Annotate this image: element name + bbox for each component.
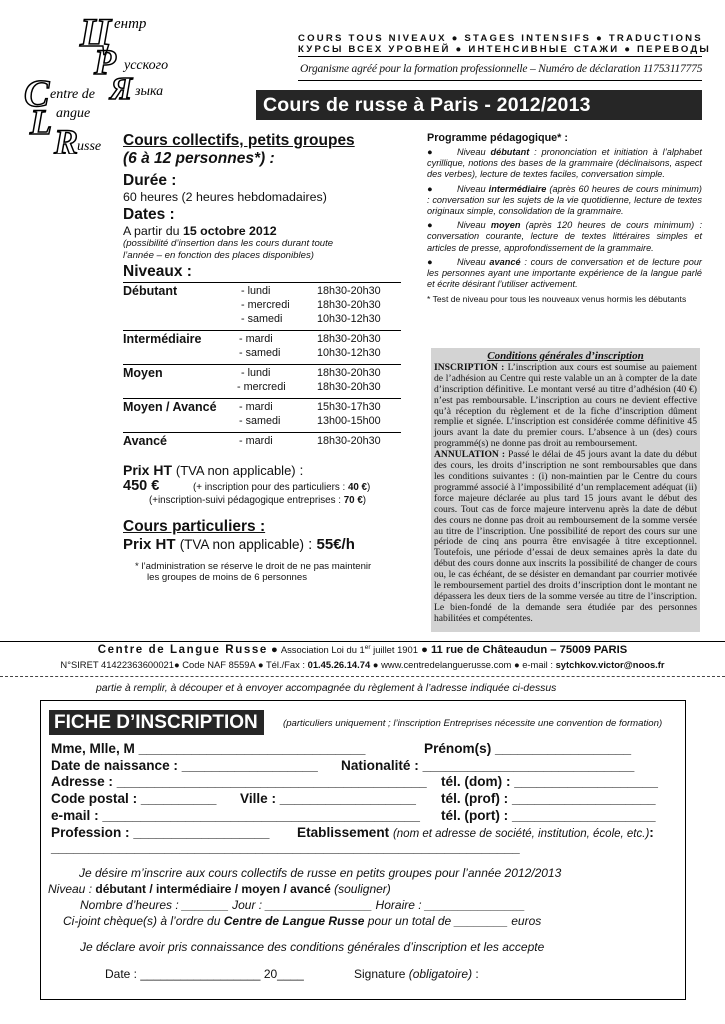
schedule-day: - mardi (239, 401, 273, 413)
form-date-field[interactable]: Date : __________________ 20____ (105, 967, 304, 981)
assoc-pre: Association Loi du 1 (280, 644, 365, 656)
logo-lat-letter-2: L (30, 102, 52, 142)
divider (123, 364, 401, 365)
footer-siret: N°SIRET 41422363600021 (60, 659, 174, 670)
logo-cyr-letter-3: Я (110, 70, 133, 106)
agreement-number: Organisme agréé pour la formation professionnelle – Numéro de déclaration 11753117775 (300, 63, 703, 75)
cheque-post: pour un total de ________ euros (364, 914, 542, 928)
institution-colon: : (649, 825, 654, 840)
private-price-line: Prix HT (TVA non applicable) : 55€/h (123, 536, 355, 553)
program-item-pre: Niveau (457, 256, 490, 267)
form-title: FICHE D’INSCRIPTION (49, 710, 264, 735)
header-rule-2 (298, 80, 702, 81)
level-name: Intermédiaire (123, 332, 202, 346)
schedule-row (123, 299, 401, 313)
field-address[interactable]: Adresse : _________________________________________ (51, 774, 427, 789)
duration-value: 60 heures (2 heures hebdomadaires) (123, 190, 327, 204)
price-note-1-value: 40 € (347, 482, 368, 493)
conditions-box (431, 348, 700, 632)
level-name: Moyen / Avancé (123, 400, 217, 414)
institution-hint: (nom et adresse de société, institution, école, etc.) (392, 828, 650, 840)
program-item (427, 147, 702, 181)
institution-label: Etablissement (297, 825, 390, 840)
cut-instruction: partie à remplir, à découper et à envoyer accompagnée du règlement à l’adresse indiquée ci-dessus (96, 683, 557, 694)
field-email[interactable]: e-mail : __________________________________________ (51, 808, 420, 823)
schedule-row (123, 367, 401, 381)
schedule-day: - samedi (241, 313, 283, 325)
conditions-inscription (434, 363, 697, 450)
footer-org: Centre de Langue Russe (97, 644, 268, 657)
schedule-day: - lundi (241, 367, 271, 379)
schedule-time: 18h30-20h30 (317, 285, 381, 297)
divider (123, 398, 401, 399)
price-note-2-text: (+inscription-suivi pédagogique entreprises : (149, 495, 341, 506)
field-profession[interactable]: Profession : __________________ (51, 825, 270, 840)
assoc-sup: er (364, 644, 371, 651)
level-name: Avancé (123, 434, 168, 448)
price-value: 450 € (123, 478, 160, 494)
program-item-level: moyen (490, 220, 521, 231)
signature-colon: : (472, 967, 479, 981)
field-tel-mobile[interactable]: tél. (port) : ___________________ (441, 808, 656, 823)
footer-address: 11 rue de Châteaudun – 75009 PARIS (430, 644, 628, 657)
schedule-day: - mercredi (241, 299, 290, 311)
schedule-day: - lundi (241, 285, 271, 297)
program-item-text: (après 60 heures de cours minimum) : conversation sur les sujets de la vie quotidienne, lecture de textes originaux simple, consolidation de la grammaire. (427, 183, 702, 217)
form-paragraph-1: Je désire m’inscrire aux cours collectifs de russe en petits groupes pour l’année 2012/2013 (79, 866, 562, 880)
footer-website[interactable]: www.centredelanguerusse.com (381, 659, 512, 670)
field-postcode[interactable]: Code postal : __________ (51, 791, 217, 806)
field-birthdate[interactable]: Date de naissance : __________________ (51, 758, 318, 773)
program-item (427, 220, 702, 254)
field-firstname[interactable]: Prénom(s) __________________ (424, 741, 632, 756)
schedule-row (123, 401, 401, 415)
bullet-icon: ● (427, 220, 433, 231)
inscription-text: L’inscription aux cours est soumise au paiement de l’adhésion au Centre qui reste valable un an à compter de la date d’inscription définitive. Le montant versé au titre d’adhésion (40 €) n’est pas remboursable. L’inscription au cours ne devient effective qu’à réception du règlement et de la fiche d’inscription dûment remplie et signée. L’inscription est considérée comme définitive 45 jours avant la date du premier cours. L’absence à un (des) cours programmé(s) ne donne pas droit au remboursement. (434, 361, 697, 450)
schedule-time: 15h30-17h30 (317, 401, 381, 413)
field-city[interactable]: Ville : __________________ (240, 791, 416, 806)
program-section (427, 132, 702, 304)
footer-line-2: N°SIRET 41422363600021● Code NAF 8559A ● Tél./Fax : 01.45.26.14.74 ● www.centredelanguerusse.com ● e-mail : sytchkov.victor@noos.fr (60, 659, 665, 670)
courses-section (123, 132, 401, 583)
logo-lat-letter-1: C (24, 73, 50, 115)
schedule-time: 13h00-15h00 (317, 415, 381, 427)
price-label: Prix HT (123, 462, 173, 478)
dates-note-2: l’année – en fonction des places disponibles) (123, 250, 314, 261)
level-note: (souligner) (334, 882, 391, 896)
logo-lat-word-2: angue (56, 106, 91, 121)
form-hours-line[interactable]: Nombre d’heures : _______ Jour : ________________ Horaire : _______________ (80, 898, 526, 912)
program-footnote: * Test de niveau pour tous les nouveaux venus hormis les débutants (427, 294, 687, 305)
header-rule (298, 56, 702, 57)
dates-line (123, 224, 401, 238)
program-item-text: (après 120 heures de cours minimum) : conversation courante, lecture de textes littéraires simples et articles de presse, approfondissement de la grammaire. (427, 220, 703, 253)
program-item-pre: Niveau (457, 183, 489, 194)
schedule-time: 18h30-20h30 (317, 333, 381, 345)
level-choices[interactable]: débutant / intermédiaire / moyen / avancé (92, 882, 335, 896)
program-list (427, 147, 702, 290)
price-colon: : (299, 462, 304, 478)
field-tel-work[interactable]: tél. (prof) : ___________________ (441, 791, 656, 806)
schedule-row (123, 313, 401, 327)
logo-cyr-letter-1: Ц (80, 10, 112, 55)
field-nationality[interactable]: Nationalité : ____________________________ (341, 758, 635, 773)
program-item-level: débutant (490, 147, 530, 157)
price-note-2-value: 70 € (343, 495, 363, 506)
conditions-title: Conditions générales d’inscription (487, 350, 644, 362)
divider (123, 330, 401, 331)
footer-tel: 01.45.26.14.74 (307, 659, 371, 670)
program-item-text: : prononciation et initiation à l’alphabet cyrillique, notions des bases de la grammaire (déclinaisons, aspect des verbes), lecture de textes faciles, conversation simple. (427, 147, 702, 180)
footer-email[interactable]: sytchkov.victor@noos.fr (555, 659, 665, 670)
level-name: Débutant (123, 284, 178, 298)
admin-note-2: les groupes de moins de 6 personnes (147, 572, 307, 583)
divider (123, 432, 401, 433)
levels-label: Niveaux : (123, 263, 192, 280)
bullet-icon: ● (427, 147, 433, 157)
conditions-annulation (434, 450, 697, 625)
schedule-time: 10h30-12h30 (317, 347, 381, 359)
annulation-text: Passé le délai de 45 jours avant la date du début des cours, les droits d’inscription ne sont remboursables que dans les conditions suivantes : (i) non-maintien par le Centre du cours programmé associé à l’impossibilité d’un remplacement adéquat (ii) force majeure déclarée au plus tard 15 jours avant le début des cours. Tout cas de force majeure intervenu après la date de début des cours ne donne pas droit au remboursement de la somme versée au titre de l’inscription. Une possibilité de report des cours sur une période de cinq ans pourra être envisagée à titre exceptionnel. Toutefois, une période d’essai de deux semaines après la date du début des cours donne aux inscrits la possibilité de changer de cours ou, le cas échéant, de se désister en demandant par courrier motivée le remboursement partiel des droits d’inscription dont le montant ne dépassera les deux tiers de la somme versée au titre de l’inscription. Le bien-fondé de la demande sera étudiée par des personnes habilitées et compétentes. (434, 449, 697, 624)
annulation-label: ANNULATION : (434, 449, 506, 461)
schedule-day: - samedi (239, 415, 281, 427)
field-institution[interactable] (297, 825, 654, 840)
schedule-day: - samedi (239, 347, 281, 359)
cheque-pre: Ci-joint chèque(s) à l’ordre du (63, 914, 224, 928)
price-row (123, 478, 401, 495)
logo-cyr-letter-2: Р (94, 42, 116, 82)
dates-note-1: (possibilité d’insertion dans les cours durant toute (123, 238, 334, 249)
private-tva: (TVA non applicable) (179, 537, 305, 552)
program-item-level: avancé (489, 256, 521, 267)
tagline-french: COURS TOUS NIVEAUX ● STAGES INTENSIFS ● TRADUCTIONS (298, 33, 703, 44)
program-item-text: : cours de conversation et de lecture pour les personnes ayant une importante expérience de la langue parlé et écrite désirant l’utiliser activement. (427, 256, 702, 290)
footer-naf: Code NAF 8559A (182, 659, 256, 670)
footer-line-1: Centre de Langue Russe ● Association Loi du 1er juillet 1901 ● 11 rue de Châteaudun – 75009 PARIS (97, 644, 628, 657)
footer-email-label: e-mail : (522, 659, 553, 670)
logo-lat-word-1: entre de (50, 87, 95, 102)
logo-cyr-word-2: усского (124, 58, 169, 73)
price-note-1-text: (+ inscription pour des particuliers : (193, 482, 346, 493)
form-level-line (48, 882, 391, 896)
schedule-time: 18h30-20h30 (317, 367, 381, 379)
price-line (123, 462, 401, 478)
cheque-payee: Centre de Langue Russe (223, 914, 365, 928)
footer-tel-label: Tél./Fax : (265, 659, 306, 670)
schedule-row (123, 435, 401, 449)
signature-label: Signature (354, 967, 409, 981)
dates-prefix: A partir du (123, 224, 180, 238)
group-size: (6 à 12 personnes*) : (123, 150, 275, 167)
field-extra-line[interactable]: ______________________________________________________________ (51, 840, 520, 855)
schedule-row (123, 285, 401, 299)
dates-value: 15 octobre 2012 (182, 224, 277, 238)
schedule-time: 10h30-12h30 (317, 313, 381, 325)
logo-cyr-word-1: ентр (114, 16, 147, 32)
schedule-day: - mardi (239, 435, 273, 447)
schedule-time: 18h30-20h30 (317, 299, 381, 311)
schedule-time: 18h30-20h30 (317, 435, 381, 447)
assoc-post: juillet 1901 (370, 644, 418, 656)
footer-assoc (281, 644, 418, 655)
logo-lat-letter-3: R (54, 122, 79, 154)
levels-schedule (123, 285, 401, 449)
program-item-pre: Niveau (457, 147, 491, 157)
signature-note: (obligatoire) (408, 967, 473, 981)
private-title: Cours particuliers : (123, 518, 266, 535)
price-note-1: (+ inscription pour des particuliers : 40 €) (193, 482, 371, 493)
level-label: Niveau : (48, 882, 93, 896)
duration-label: Durée : (123, 172, 177, 189)
page-title: Cours de russe à Paris - 2012/2013 (256, 90, 702, 120)
form-declaration: Je déclare avoir pris connaissance des conditions générales d’inscription et les accepte (80, 940, 545, 954)
schedule-row (123, 381, 401, 395)
program-title: Programme pédagogique* : (427, 132, 568, 144)
tagline-russian: КУРСЫ ВСЕХ УРОВНЕЙ ● ИНТЕНСИВНЫЕ СТАЖИ ● ПЕРЕВОДЫ (298, 44, 711, 55)
field-name[interactable]: Mme, Mlle, M ______________________________ (51, 741, 366, 756)
admin-note-1: * l’administration se réserve le droit de ne pas maintenir (135, 561, 372, 572)
form-signature-field[interactable] (354, 967, 479, 981)
private-price-label: Prix HT (123, 536, 176, 553)
bullet-icon: ● (427, 183, 433, 194)
program-item (427, 257, 702, 291)
dates-label: Dates : (123, 206, 175, 223)
footer-rule (0, 641, 725, 642)
logo-cyr-word-3: зыка (135, 84, 164, 99)
schedule-day: - mercredi (237, 381, 286, 393)
inscription-label: INSCRIPTION : (434, 361, 505, 373)
schedule-time: 18h30-20h30 (317, 381, 381, 393)
courses-title: Cours collectifs, petits groupes (123, 132, 355, 149)
field-tel-home[interactable]: tél. (dom) : ___________________ (441, 774, 658, 789)
logo-lat-word-3: usse (77, 139, 102, 154)
schedule-day: - mardi (239, 333, 273, 345)
price-note-2: (+inscription-suivi pédagogique entreprises : 70 €) (149, 495, 367, 506)
divider (123, 282, 401, 283)
price-tva: (TVA non applicable) (175, 463, 296, 478)
schedule-row (123, 347, 401, 361)
cut-line (0, 676, 725, 677)
level-name: Moyen (123, 366, 163, 380)
program-item-level: intermédiaire (488, 183, 547, 194)
schedule-row (123, 333, 401, 347)
program-item (427, 184, 702, 218)
bullet-icon: ● (427, 256, 433, 267)
form-cheque-line[interactable] (63, 914, 541, 928)
form-title-note: (particuliers uniquement ; l’inscription Entreprises nécessite une convention de formation) (283, 718, 663, 729)
program-item-pre: Niveau (457, 220, 491, 231)
private-price-value: 55€/h (316, 536, 355, 553)
schedule-row (123, 415, 401, 429)
